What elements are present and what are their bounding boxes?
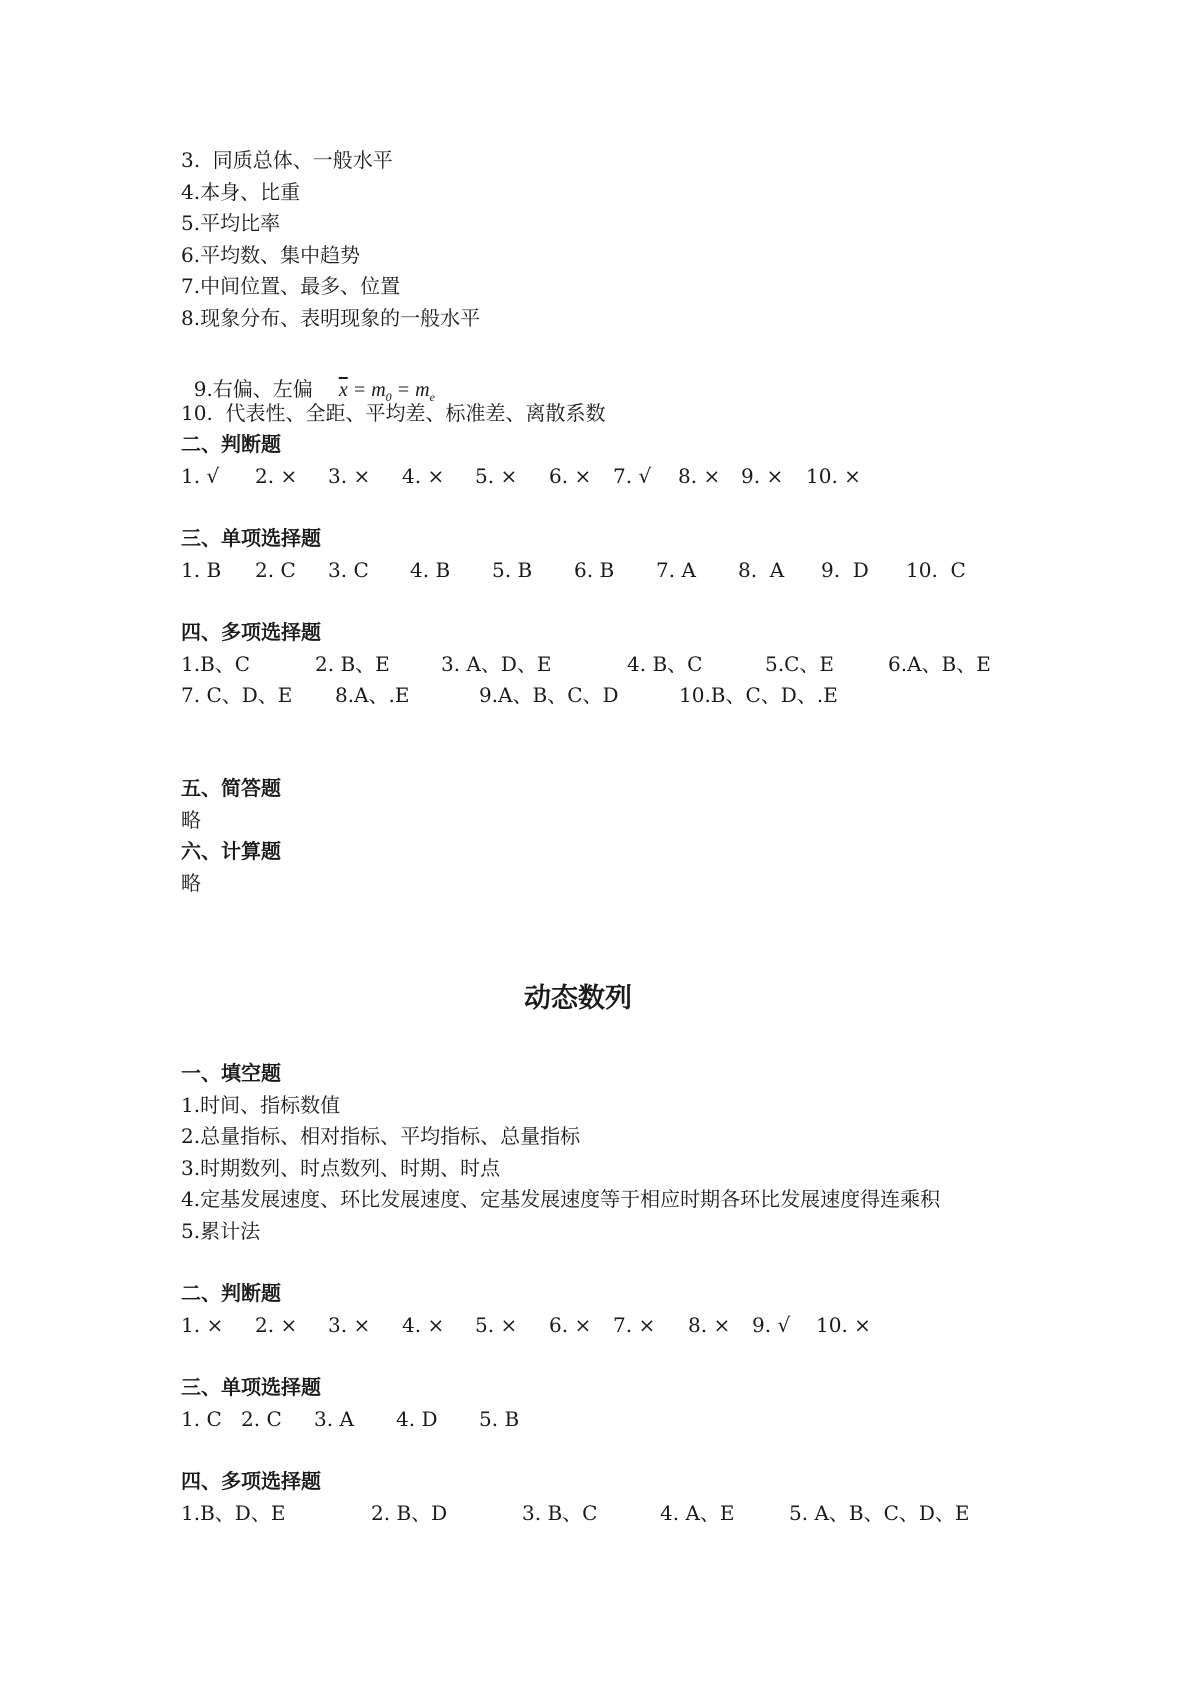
judge-heading: 二、判断题 [181,1281,281,1305]
judge-answer: 2. × [255,464,298,488]
judge-answer: 6. × [549,464,592,488]
multi-choice-answer: 5.C、E [765,652,834,676]
fill-item-4: 4.本身、比重 [181,180,301,204]
multi-choice-answer: 8.A、.E [335,683,410,707]
fill-heading: 一、填空题 [181,1061,281,1085]
fill-item-7: 7.中间位置、最多、位置 [181,274,401,298]
judge-answer: 2. × [255,1313,298,1337]
multi-choice-answer: 2. B、D [371,1501,448,1525]
single-choice-answer: 5. B [492,558,533,582]
multi-choice-heading: 四、多项选择题 [181,620,321,644]
single-choice-heading: 三、单项选择题 [181,1375,321,1399]
fill-item-10: 10. 代表性、全距、平均差、标准差、离散系数 [181,401,606,425]
judge-answer: 8. × [688,1313,731,1337]
single-choice-answer: 1. B [181,558,222,582]
fill-item-1: 1.时间、指标数值 [181,1093,341,1117]
single-choice-answer: 7. A [656,558,696,582]
formula-mean-mode-median: $\overline{x} = m_0 = m_e$ [338,379,435,404]
judge-answer: 6. × [549,1313,592,1337]
fill-item-3: 3.时期数列、时点数列、时期、时点 [181,1156,501,1180]
judge-answer: 1. × [181,1313,224,1337]
judge-answer: 8. × [678,464,721,488]
short-answer-heading: 五、简答题 [181,776,281,800]
judge-heading: 二、判断题 [181,432,281,456]
multi-choice-answer: 1.B、D、E [181,1501,286,1525]
single-choice-answer: 2. C [255,558,296,582]
judge-answer: 10. × [806,464,861,488]
short-answer-text: 略 [181,808,201,832]
judge-answer: 7. × [613,1313,656,1337]
fill-item-8: 8.现象分布、表明现象的一般水平 [181,306,481,330]
multi-choice-answer: 4. B、C [627,652,703,676]
single-choice-answer: 4. B [410,558,451,582]
multi-choice-heading: 四、多项选择题 [181,1469,321,1493]
multi-choice-answer: 1.B、C [181,652,251,676]
fill-item-5: 5.累计法 [181,1219,261,1243]
judge-answer: 10. × [816,1313,871,1337]
single-choice-answer: 4. D [396,1407,438,1431]
fill-item-6: 6.平均数、集中趋势 [181,243,361,267]
single-choice-answer: 10. C [906,558,966,582]
single-choice-heading: 三、单项选择题 [181,526,321,550]
judge-answer: 4. × [402,1313,445,1337]
multi-choice-answer: 10.B、C、D、.E [679,683,838,707]
multi-choice-answer: 6.A、B、E [888,652,991,676]
calculation-text: 略 [181,871,201,895]
fill-item-4: 4.定基发展速度、环比发展速度、定基发展速度等于相应时期各环比发展速度得连乘积 [181,1187,941,1211]
single-choice-answer: 5. B [479,1407,520,1431]
single-choice-answer: 2. C [241,1407,282,1431]
judge-answer: 4. × [402,464,445,488]
judge-answer: 3. × [328,1313,371,1337]
multi-choice-answer: 4. A、E [660,1501,735,1525]
single-choice-answer: 9. D [821,558,869,582]
multi-choice-answer: 7. C、D、E [181,683,293,707]
single-choice-answer: 3. A [314,1407,354,1431]
judge-answer: 7. √ [613,464,652,488]
single-choice-answer: 6. B [574,558,615,582]
single-choice-answer: 8. A [738,558,785,582]
judge-answer: 9. √ [752,1313,791,1337]
single-choice-answer: 3. C [328,558,369,582]
multi-choice-answer: 9.A、B、C、D [479,683,619,707]
fill-item-5: 5.平均比率 [181,211,281,235]
multi-choice-answer: 5. A、B、C、D、E [789,1501,970,1525]
calculation-heading: 六、计算题 [181,839,281,863]
fill-item-2: 2.总量指标、相对指标、平均指标、总量指标 [181,1124,581,1148]
section-title: 动态数列 [524,983,632,1014]
single-choice-answer: 1. C [181,1407,222,1431]
multi-choice-answer: 3. B、C [522,1501,598,1525]
judge-answer: 1. √ [181,464,220,488]
judge-answer: 5. × [475,464,518,488]
judge-answer: 3. × [328,464,371,488]
multi-choice-answer: 2. B、E [315,652,390,676]
fill-item-3: 3. 同质总体、一般水平 [181,148,393,172]
judge-answer: 5. × [475,1313,518,1337]
multi-choice-answer: 3. A、D、E [441,652,552,676]
judge-answer: 9. × [741,464,784,488]
fill-item-9-text: 9.右偏、左偏 [193,377,313,401]
